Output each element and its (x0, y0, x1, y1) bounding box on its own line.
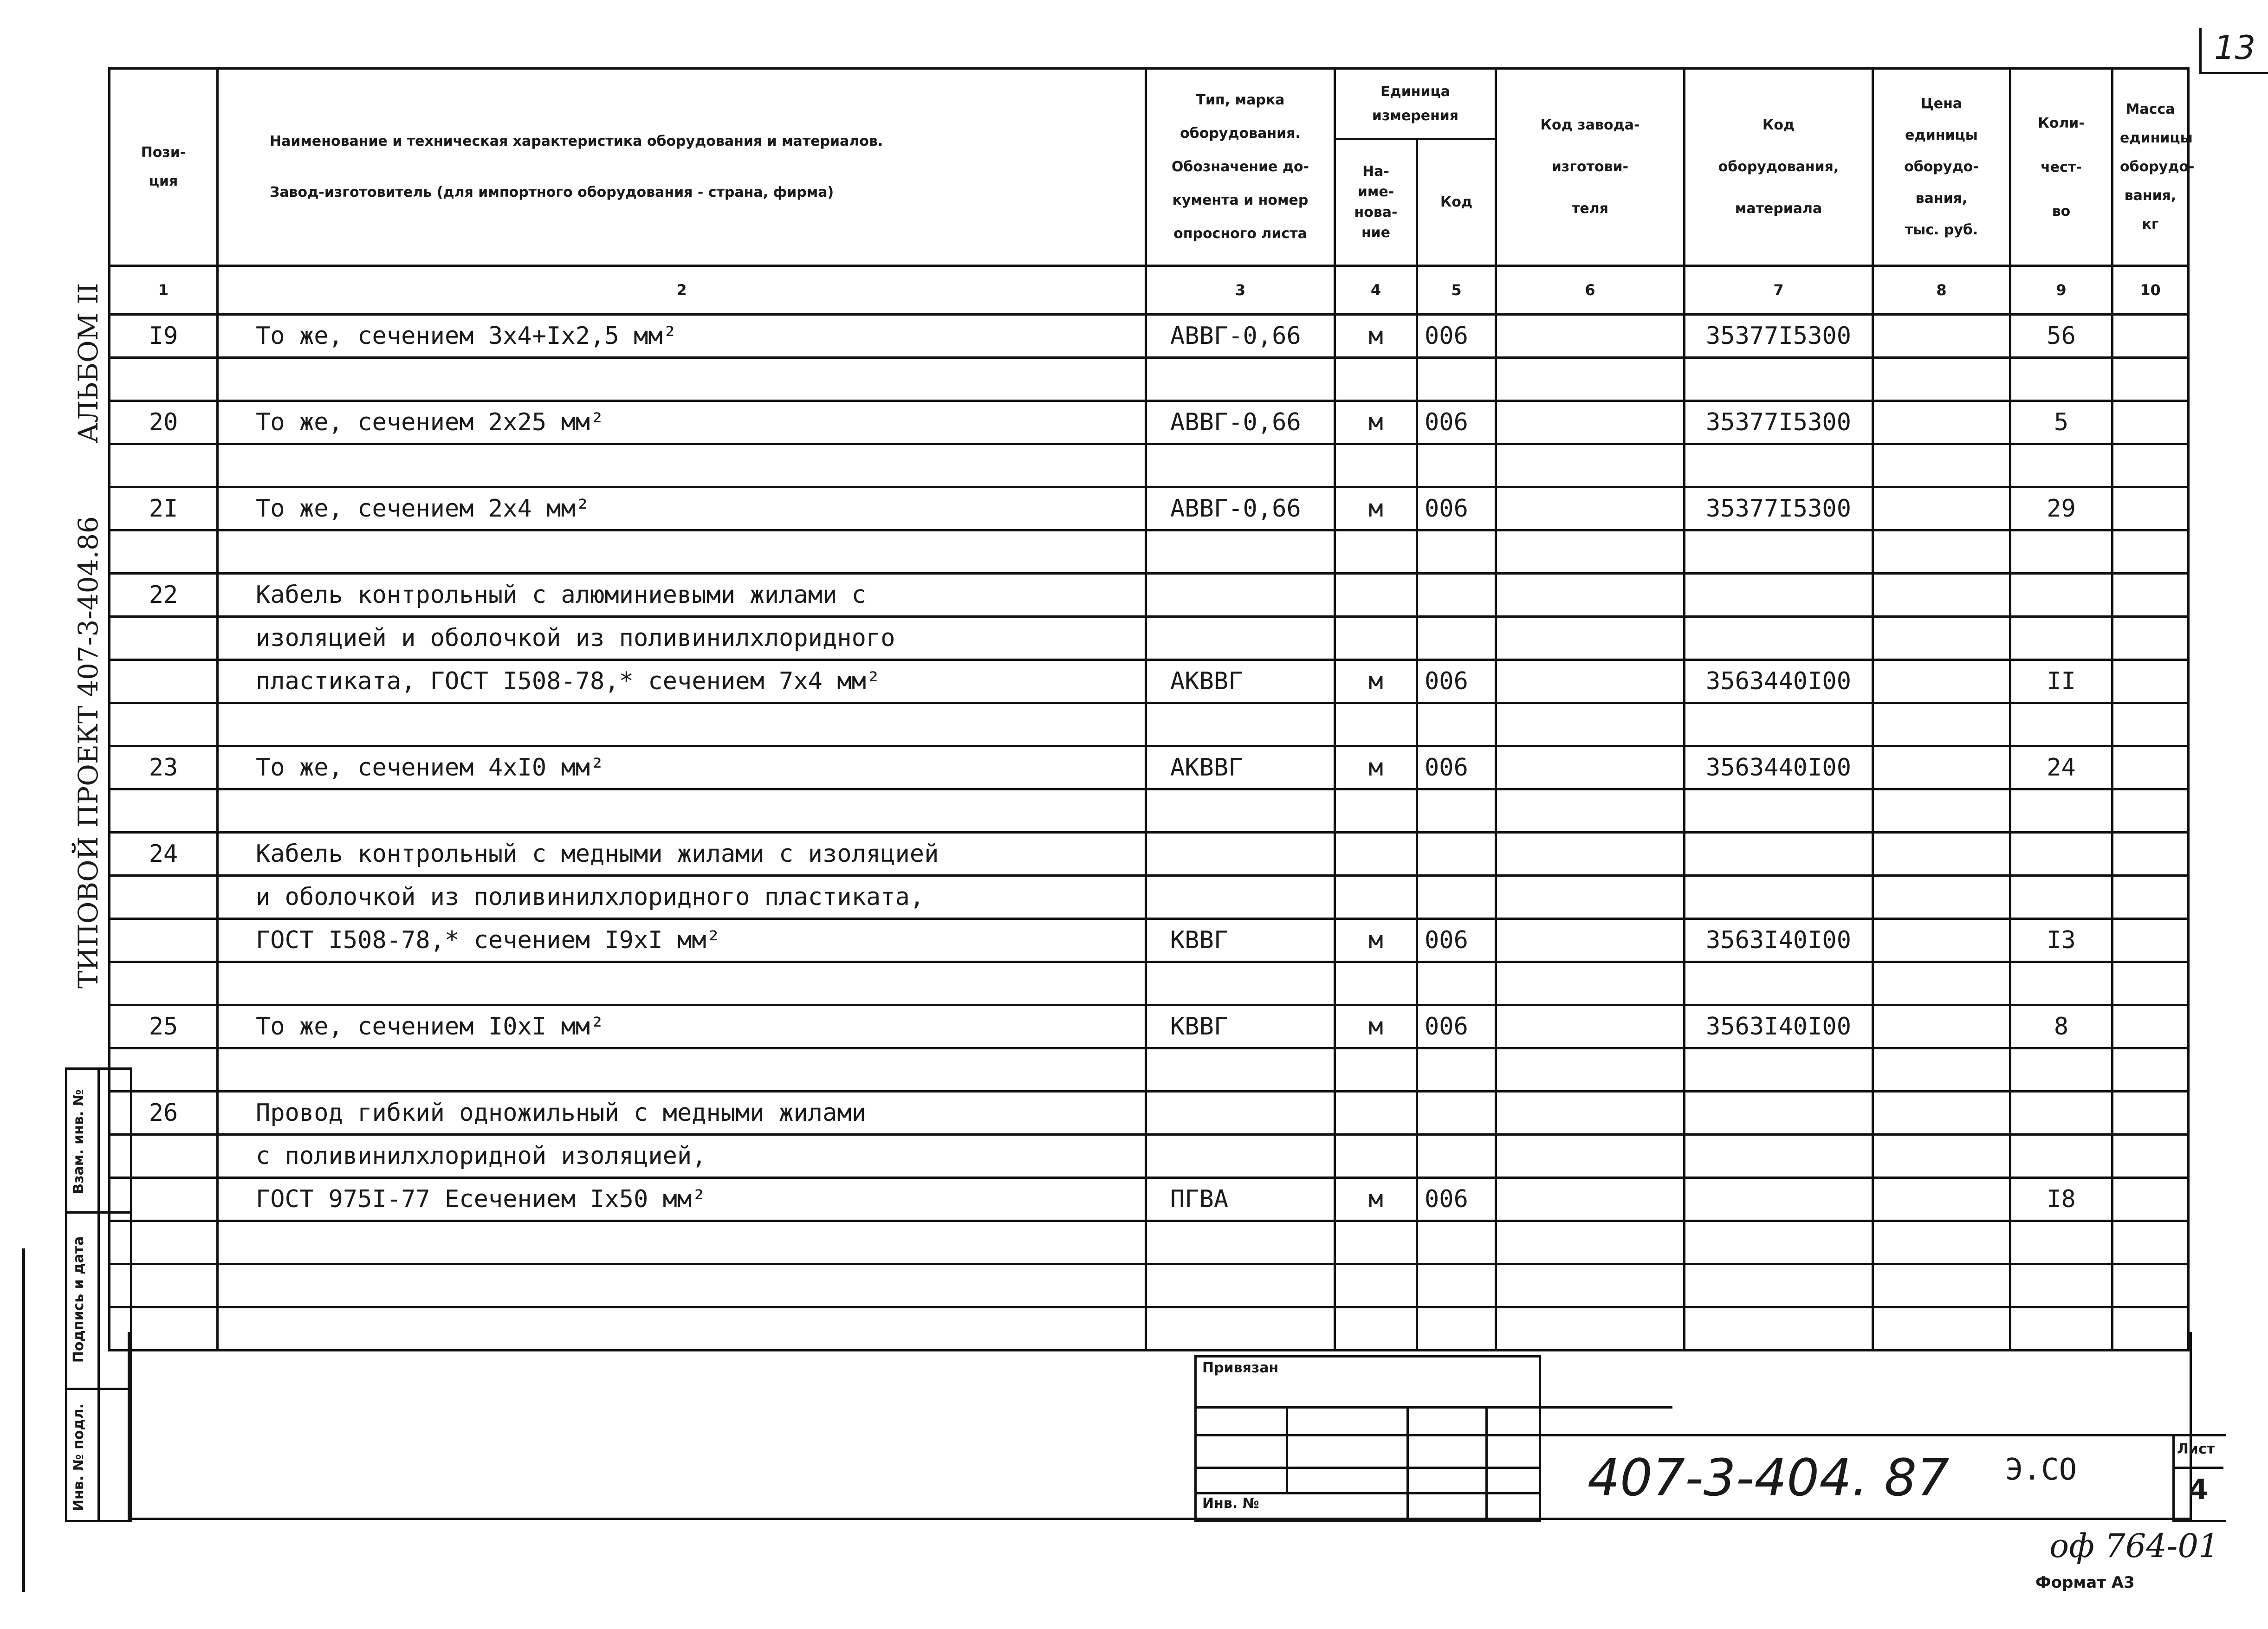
row-factory (1496, 1264, 1685, 1307)
row-unit-code (1417, 358, 1496, 401)
row-unit: м (1335, 487, 1417, 530)
format-label: Формат А3 (2035, 1573, 2135, 1592)
table-row (110, 487, 2189, 530)
row-name: Кабель контрольный с алюминиевыми жилами с (218, 574, 1146, 617)
row-unit (1335, 1221, 1417, 1264)
header-pos: Пози- ция (110, 69, 218, 266)
album-label: АЛЬБОМ II (72, 283, 104, 443)
row-type (1146, 1092, 1335, 1135)
row-factory (1496, 315, 1685, 358)
row-unit (1335, 530, 1417, 574)
row-qty (2010, 1135, 2112, 1178)
row-unit: м (1335, 919, 1417, 962)
col-num: 4 (1335, 266, 1417, 315)
row-unit (1335, 703, 1417, 746)
row-unit (1335, 1264, 1417, 1307)
row-type (1146, 789, 1335, 833)
col-num: 10 (2112, 266, 2189, 315)
row-unit: м (1335, 660, 1417, 703)
row-mass (2112, 444, 2189, 487)
row-price (1873, 574, 2010, 617)
row-name (218, 358, 1146, 401)
row-type (1146, 833, 1335, 876)
row-factory (1496, 1048, 1685, 1092)
row-price (1873, 660, 2010, 703)
row-pos (110, 530, 218, 574)
row-pos (110, 660, 218, 703)
header-code: Код оборудования, материала (1685, 69, 1873, 266)
row-type (1146, 574, 1335, 617)
row-factory (1496, 962, 1685, 1005)
row-price (1873, 358, 2010, 401)
col-num: 3 (1146, 266, 1335, 315)
row-code (1685, 1092, 1873, 1135)
row-unit-code (1417, 530, 1496, 574)
row-unit-code (1417, 1264, 1496, 1307)
table-body (110, 315, 2189, 1351)
row-code (1685, 617, 1873, 660)
header-unit-name: На- име- нова- ние (1335, 139, 1417, 266)
col-num: 1 (110, 266, 218, 315)
row-code (1685, 444, 1873, 487)
col-num: 2 (218, 266, 1146, 315)
row-type (1146, 876, 1335, 919)
row-pos (110, 789, 218, 833)
row-code: 3563I40I00 (1685, 1005, 1873, 1048)
table-row (110, 1005, 2189, 1048)
row-qty: 24 (2010, 746, 2112, 789)
row-price (1873, 1178, 2010, 1221)
row-pos: 23 (110, 746, 218, 789)
row-type (1146, 1135, 1335, 1178)
row-name (218, 962, 1146, 1005)
table-row (110, 617, 2189, 660)
row-type: АКВВГ (1146, 660, 1335, 703)
row-name: Провод гибкий одножильный с медными жилами (218, 1092, 1146, 1135)
column-numbers-row (110, 266, 2189, 315)
row-unit: м (1335, 1005, 1417, 1048)
row-unit-code (1417, 833, 1496, 876)
row-pos: 26 (110, 1092, 218, 1135)
row-code (1685, 1264, 1873, 1307)
row-qty (2010, 358, 2112, 401)
row-name (218, 530, 1146, 574)
header-factory: Код завода- изготови- теля (1496, 69, 1685, 266)
row-unit (1335, 962, 1417, 1005)
row-price (1873, 703, 2010, 746)
row-name: ГОСТ 975I-77 Есечением Iх50 мм² (218, 1178, 1146, 1221)
row-pos: 22 (110, 574, 218, 617)
row-unit: м (1335, 315, 1417, 358)
row-price (1873, 962, 2010, 1005)
row-factory (1496, 789, 1685, 833)
row-pos (110, 444, 218, 487)
row-pos (110, 358, 218, 401)
row-pos: I9 (110, 315, 218, 358)
row-unit (1335, 1092, 1417, 1135)
table-row (110, 660, 2189, 703)
row-code (1685, 789, 1873, 833)
row-price (1873, 919, 2010, 962)
row-type (1146, 1264, 1335, 1307)
row-type: АВВГ-0,66 (1146, 315, 1335, 358)
row-unit (1335, 1135, 1417, 1178)
col-num: 9 (2010, 266, 2112, 315)
header-row (110, 69, 2189, 139)
col-num: 7 (1685, 266, 1873, 315)
row-unit-code: 006 (1417, 401, 1496, 444)
row-mass (2112, 574, 2189, 617)
row-type: АВВГ-0,66 (1146, 401, 1335, 444)
table-row (110, 703, 2189, 746)
table-row (110, 530, 2189, 574)
row-price (1873, 789, 2010, 833)
row-name (218, 444, 1146, 487)
row-name: и оболочкой из поливинилхлоридного пластиката, (218, 876, 1146, 919)
row-type (1146, 962, 1335, 1005)
row-type (1146, 617, 1335, 660)
table-row (110, 962, 2189, 1005)
row-mass (2112, 876, 2189, 919)
row-unit (1335, 1048, 1417, 1092)
row-mass (2112, 1092, 2189, 1135)
row-factory (1496, 1092, 1685, 1135)
spec-table (108, 67, 2195, 1351)
table-row (110, 876, 2189, 919)
row-qty: I8 (2010, 1178, 2112, 1221)
header-mass: Масса единицы оборудо- вания, кг (2112, 69, 2189, 266)
row-code (1685, 530, 1873, 574)
row-qty (2010, 530, 2112, 574)
table-row (110, 574, 2189, 617)
row-factory (1496, 1135, 1685, 1178)
row-unit-code (1417, 1135, 1496, 1178)
attached-label: Привязан (1202, 1360, 1279, 1376)
row-pos: 25 (110, 1005, 218, 1048)
row-pos (110, 919, 218, 962)
row-factory (1496, 574, 1685, 617)
row-code: 3563440I00 (1685, 746, 1873, 789)
row-factory (1496, 530, 1685, 574)
row-unit-code (1417, 876, 1496, 919)
row-code: 35377I5300 (1685, 315, 1873, 358)
row-qty: I3 (2010, 919, 2112, 962)
row-mass (2112, 1048, 2189, 1092)
row-mass (2112, 1005, 2189, 1048)
table-row (110, 746, 2189, 789)
row-code (1685, 358, 1873, 401)
col-num: 8 (1873, 266, 2010, 315)
row-price (1873, 1221, 2010, 1264)
row-price (1873, 487, 2010, 530)
row-type (1146, 1221, 1335, 1264)
row-unit-code (1417, 789, 1496, 833)
row-pos: 24 (110, 833, 218, 876)
header-price: Цена единицы оборудо- вания, тыс. руб. (1873, 69, 2010, 266)
table-row (110, 1178, 2189, 1221)
row-type: АВВГ-0,66 (1146, 487, 1335, 530)
row-unit-code (1417, 1092, 1496, 1135)
row-unit-code (1417, 574, 1496, 617)
row-qty: 8 (2010, 1005, 2112, 1048)
row-mass (2112, 962, 2189, 1005)
header-type: Тип, марка оборудования. Обозначение до- кумента и номер опросного листа (1146, 69, 1335, 266)
col-num: 6 (1496, 266, 1685, 315)
table-row (110, 1135, 2189, 1178)
row-factory (1496, 1221, 1685, 1264)
project-label: ТИПОВОЙ ПРОЕКТ 407-3-404.86 (72, 516, 104, 989)
row-price (1873, 1048, 2010, 1092)
row-factory (1496, 358, 1685, 401)
row-type (1146, 1048, 1335, 1092)
row-qty: II (2010, 660, 2112, 703)
row-factory (1496, 617, 1685, 660)
row-price (1873, 315, 2010, 358)
row-qty (2010, 1092, 2112, 1135)
stamp-original-inv: Инв. № подл. (71, 1403, 87, 1512)
row-name: пластиката, ГОСТ I508-78,* сечением 7х4 мм² (218, 660, 1146, 703)
row-name: ГОСТ I508-78,* сечением I9хI мм² (218, 919, 1146, 962)
row-unit-code: 006 (1417, 919, 1496, 962)
row-code (1685, 1178, 1873, 1221)
row-mass (2112, 358, 2189, 401)
row-pos: 20 (110, 401, 218, 444)
row-type (1146, 703, 1335, 746)
table-row (110, 1048, 2189, 1092)
row-type (1146, 358, 1335, 401)
row-type (1146, 530, 1335, 574)
header-unit-code: Код (1417, 139, 1496, 266)
row-factory (1496, 1005, 1685, 1048)
row-pos (110, 876, 218, 919)
row-qty (2010, 703, 2112, 746)
row-unit-code: 006 (1417, 487, 1496, 530)
margin-rule (22, 1248, 25, 1592)
row-name (218, 1264, 1146, 1307)
header-qty: Коли- чест- во (2010, 69, 2112, 266)
row-type: КВВГ (1146, 919, 1335, 962)
row-unit: м (1335, 401, 1417, 444)
table-row (110, 401, 2189, 444)
row-code (1685, 703, 1873, 746)
row-unit-code: 006 (1417, 1178, 1496, 1221)
row-mass (2112, 315, 2189, 358)
row-mass (2112, 833, 2189, 876)
table-row (110, 1264, 2189, 1307)
row-name: То же, сечением I0хI мм² (218, 1005, 1146, 1048)
row-unit (1335, 617, 1417, 660)
row-type: ПГВА (1146, 1178, 1335, 1221)
row-code: 35377I5300 (1685, 401, 1873, 444)
row-unit-code: 006 (1417, 746, 1496, 789)
row-code: 3563440I00 (1685, 660, 1873, 703)
row-mass (2112, 401, 2189, 444)
row-price (1873, 617, 2010, 660)
table-row (110, 315, 2189, 358)
row-mass (2112, 530, 2189, 574)
row-qty (2010, 789, 2112, 833)
row-unit (1335, 358, 1417, 401)
row-mass (2112, 1221, 2189, 1264)
row-name (218, 1221, 1146, 1264)
row-mass (2112, 746, 2189, 789)
row-unit-code (1417, 444, 1496, 487)
row-price (1873, 530, 2010, 574)
row-name: изоляцией и оболочкой из поливинилхлоридного (218, 617, 1146, 660)
row-mass (2112, 919, 2189, 962)
handwritten-code: оф 764-01 (2049, 1527, 2219, 1565)
row-qty (2010, 833, 2112, 876)
row-type: АКВВГ (1146, 746, 1335, 789)
row-unit-code (1417, 703, 1496, 746)
row-code: 35377I5300 (1685, 487, 1873, 530)
section-code: Э.СО (2005, 1453, 2077, 1487)
row-factory (1496, 1178, 1685, 1221)
inv-label: Инв. № (1202, 1495, 1259, 1512)
row-qty (2010, 617, 2112, 660)
row-qty: 29 (2010, 487, 2112, 530)
row-code (1685, 1048, 1873, 1092)
row-unit (1335, 876, 1417, 919)
row-qty (2010, 876, 2112, 919)
row-name: То же, сечением 4хI0 мм² (218, 746, 1146, 789)
sheet-number: 4 (2189, 1474, 2208, 1506)
table-row (110, 789, 2189, 833)
row-unit (1335, 833, 1417, 876)
row-unit-code: 006 (1417, 660, 1496, 703)
sheet-label: Лист (2177, 1441, 2215, 1457)
row-mass (2112, 1178, 2189, 1221)
row-pos: 2I (110, 487, 218, 530)
row-name (218, 789, 1146, 833)
row-qty (2010, 1264, 2112, 1307)
header-name: Наименование и техническая характеристика оборудования и материалов. Завод-изготовитель (для импортного оборудования - страна, фирма) (218, 69, 1146, 266)
row-factory (1496, 401, 1685, 444)
row-unit: м (1335, 746, 1417, 789)
table-row (110, 919, 2189, 962)
row-unit-code (1417, 617, 1496, 660)
row-unit (1335, 444, 1417, 487)
row-pos (110, 1264, 218, 1307)
row-pos (110, 1221, 218, 1264)
table-row (110, 1221, 2189, 1264)
header-unit: Единица измерения (1335, 69, 1496, 139)
row-name (218, 1048, 1146, 1092)
row-code (1685, 962, 1873, 1005)
row-pos (110, 1048, 218, 1092)
row-qty: 5 (2010, 401, 2112, 444)
row-unit (1335, 574, 1417, 617)
row-price (1873, 1135, 2010, 1178)
row-unit-code (1417, 1221, 1496, 1264)
row-price (1873, 746, 2010, 789)
row-factory (1496, 444, 1685, 487)
stamp-signature-date: Подпись и дата (71, 1236, 87, 1363)
row-mass (2112, 789, 2189, 833)
row-mass (2112, 660, 2189, 703)
row-qty: 56 (2010, 315, 2112, 358)
row-price (1873, 444, 2010, 487)
row-unit (1335, 789, 1417, 833)
row-unit-code (1417, 962, 1496, 1005)
row-mass (2112, 487, 2189, 530)
row-unit-code (1417, 1048, 1496, 1092)
row-price (1873, 1005, 2010, 1048)
row-name: То же, сечением 2х4 мм² (218, 487, 1146, 530)
row-pos (110, 703, 218, 746)
row-pos (110, 1178, 218, 1221)
row-mass (2112, 1264, 2189, 1307)
row-price (1873, 876, 2010, 919)
row-price (1873, 833, 2010, 876)
row-factory (1496, 919, 1685, 962)
row-qty (2010, 444, 2112, 487)
row-price (1873, 1264, 2010, 1307)
row-type (1146, 444, 1335, 487)
row-price (1873, 1092, 2010, 1135)
table-row (110, 358, 2189, 401)
col-num: 5 (1417, 266, 1496, 315)
row-code: 3563I40I00 (1685, 919, 1873, 962)
stamp-replace-inv: Взам. инв. № (71, 1089, 87, 1194)
table-row (110, 1092, 2189, 1135)
row-type: КВВГ (1146, 1005, 1335, 1048)
row-factory (1496, 487, 1685, 530)
row-factory (1496, 876, 1685, 919)
row-code (1685, 574, 1873, 617)
row-name: с поливинилхлоридной изоляцией, (218, 1135, 1146, 1178)
row-mass (2112, 617, 2189, 660)
row-factory (1496, 703, 1685, 746)
row-factory (1496, 833, 1685, 876)
row-unit: м (1335, 1178, 1417, 1221)
row-price (1873, 401, 2010, 444)
row-name: То же, сечением 3х4+Iх2,5 мм² (218, 315, 1146, 358)
row-name (218, 703, 1146, 746)
row-name: То же, сечением 2х25 мм² (218, 401, 1146, 444)
row-mass (2112, 1135, 2189, 1178)
row-pos (110, 617, 218, 660)
row-mass (2112, 703, 2189, 746)
row-pos (110, 1135, 218, 1178)
row-code (1685, 833, 1873, 876)
table-row (110, 833, 2189, 876)
page-number: 13 (2214, 29, 2256, 67)
row-qty (2010, 962, 2112, 1005)
row-name: Кабель контрольный с медными жилами с изоляцией (218, 833, 1146, 876)
row-factory (1496, 660, 1685, 703)
row-qty (2010, 1221, 2112, 1264)
row-code (1685, 1135, 1873, 1178)
row-qty (2010, 574, 2112, 617)
row-pos (110, 962, 218, 1005)
row-factory (1496, 746, 1685, 789)
row-qty (2010, 1048, 2112, 1092)
table-row (110, 444, 2189, 487)
doc-number: 407-3-404. 87 (1588, 1448, 1950, 1507)
row-unit-code: 006 (1417, 1005, 1496, 1048)
row-unit-code: 006 (1417, 315, 1496, 358)
row-code (1685, 1221, 1873, 1264)
row-code (1685, 876, 1873, 919)
